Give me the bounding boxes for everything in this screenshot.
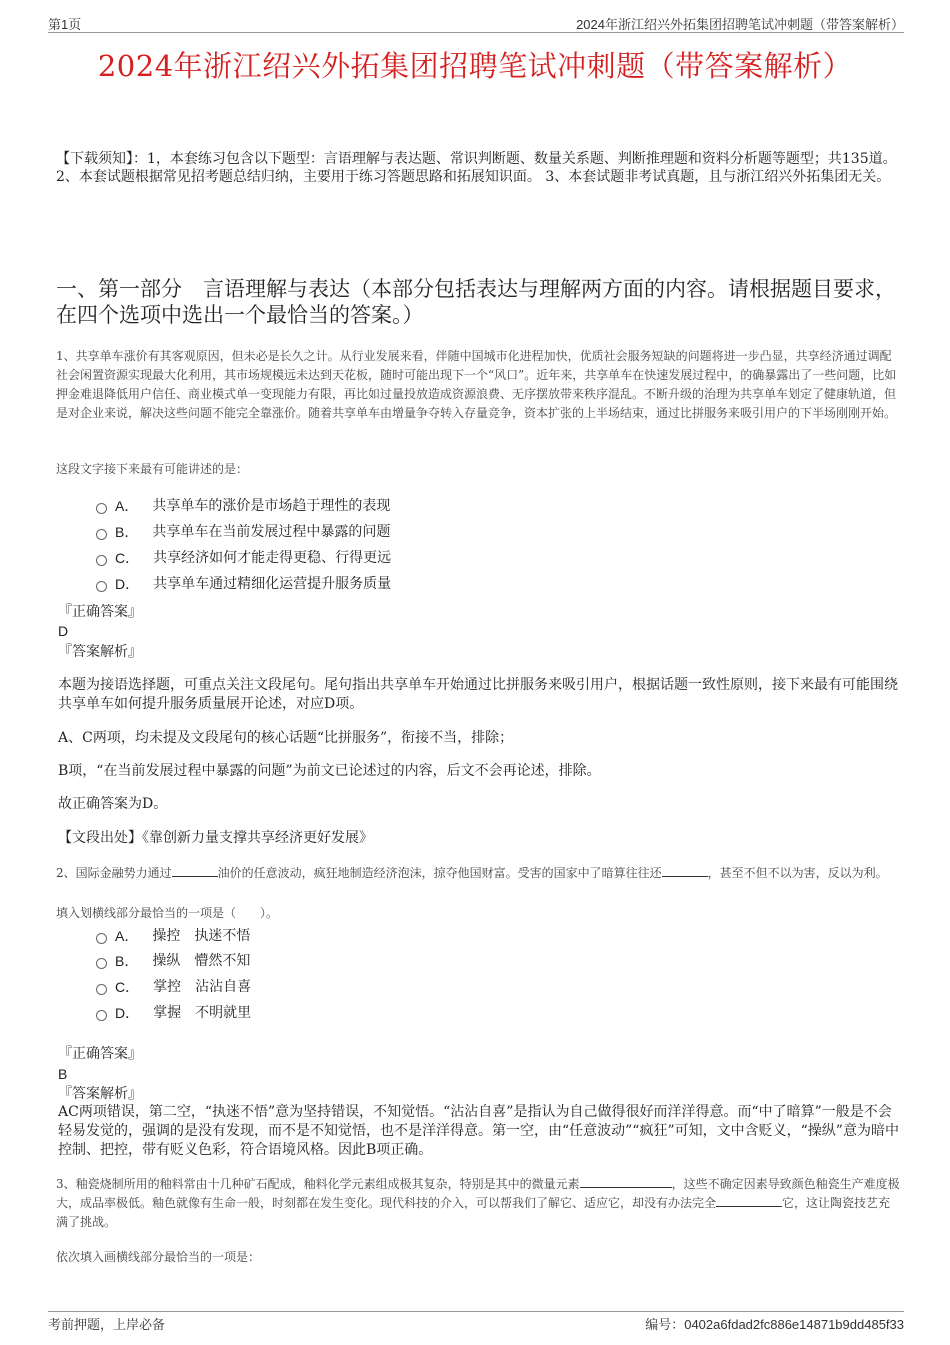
radio-icon[interactable] [96,581,107,592]
q1-option-a[interactable]: A． 共享单车的涨价是市场趋于理性的表现 [96,497,390,515]
radio-icon[interactable] [96,933,107,944]
radio-icon[interactable] [96,555,107,566]
q2-option-a[interactable]: A． 操控 执迷不悟 [96,927,250,945]
radio-icon[interactable] [96,958,107,969]
radio-icon[interactable] [96,503,107,514]
question-2-prompt: 填入划横线部分最恰当的一项是（ ）。 [56,906,279,920]
question-1-prompt: 这段文字接下来最有可能讲述的是： [56,462,249,476]
question-3-stem: 3、釉瓷烧制所用的釉料常由十几种矿石配成，釉料化学元素组成极其复杂，特别是其中的微量元素 ，这些不确定因素导致颜色釉瓷生产难度极大，成品率极低。釉色就像有生命一般，时刻都在发生变化。现代科技的介入，可以帮我们了解它、适应它，却没有办法完全 它，这让陶瓷技艺充满了挑战。 [56,1177,900,1229]
blank-line [172,864,218,877]
question-3-prompt: 依次填入画横线部分最恰当的一项是： [56,1250,261,1264]
blank-line [662,864,708,877]
document-code: 编号：0402a6fdad2fc886e14871b9dd485f33 [645,1317,904,1333]
q2-option-c[interactable]: C． 掌控 沾沾自喜 [96,978,251,996]
q2-analysis-label: 『答案解析』 [58,1086,142,1102]
q1-source: 【文段出处】《靠创新力量支撑共享经济更好发展》 [58,830,373,846]
running-header-title: 2024年浙江绍兴外拓集团招聘笔试冲刺题（带答案解析） [576,17,904,32]
radio-icon[interactable] [96,1010,107,1021]
radio-icon[interactable] [96,984,107,995]
footer-divider [48,1311,904,1312]
q2-answer: B [58,1066,68,1082]
q1-analysis-para-2: A、C两项，均未提及文段尾句的核心话题“比拼服务”，衔接不当，排除； [58,730,514,746]
download-notice: 【下载须知】：1，本套练习包含以下题型：言语理解与表达题、常识判断题、数量关系题、判断推理题和资料分析题等题型；共135道。 2、本套试题根据常见招考题总结归纳，主要用于练习答题思路和拓展知识面。 3、本套试题非考试真题，且与浙江绍兴外拓集团无关。 [56,151,897,185]
q1-option-b[interactable]: B． 共享单车在当前发展过程中暴露的问题 [96,523,390,541]
question-2-stem: 2、国际金融势力通过 油价的任意波动，疯狂地制造经济泡沫，掠夺他国财富。受害的国家中了暗算往往还 ，甚至不但不以为害，反以为利。 [56,866,888,880]
section-heading: 一、第一部分 言语理解与表达（本部分包括表达与理解两方面的内容。请根据题目要求，在四个选项中选出一个最恰当的答案。） [56,277,896,327]
blank-line [716,1194,782,1207]
q1-answer-label: 『正确答案』 [58,604,142,620]
blank-line [580,1175,672,1188]
q1-analysis-para-3: B项，“在当前发展过程中暴露的问题”为前文已论述过的内容，后文不会再论述，排除。 [58,763,601,779]
q1-option-c[interactable]: C． 共享经济如何才能走得更稳、行得更远 [96,549,391,567]
q2-option-d[interactable]: D． 掌握 不明就里 [96,1004,251,1022]
q1-analysis-para-1: 本题为接语选择题，可重点关注文段尾句。尾句指出共享单车开始通过比拼服务来吸引用户，根据话题一致性原则，接下来最有可能围绕共享单车如何提升服务质量展开论述，对应D项。 [58,677,898,712]
q1-analysis-para-4: 故正确答案为D。 [58,796,168,812]
page-number: 第1页 [48,17,82,32]
footer-slogan: 考前押题，上岸必备 [48,1318,166,1333]
q2-option-b[interactable]: B． 操纵 懵然不知 [96,952,250,970]
q1-option-d[interactable]: D． 共享单车通过精细化运营提升服务质量 [96,575,391,593]
page-title: 2024年浙江绍兴外拓集团招聘笔试冲刺题（带答案解析） [97,49,853,83]
header-divider [48,32,904,33]
radio-icon[interactable] [96,529,107,540]
question-1-stem: 1、共享单车涨价有其客观原因，但未必是长久之计。从行业发展来看，伴随中国城市化进程加快，优质社会服务短缺的问题将进一步凸显，共享经济通过调配社会闲置资源实现最大化利用，其市场规模远未达到天花板，随时可能出现下一个“风口”。近年来，共享单车在快速发展过程中，的确暴露出了一些问题，比如押金难退降低用户信任、商业模式单一变现能力有限，再比如过量投放造成资源浪费、无序摆放带来秩序混乱。不断升级的治理为共享单车划定了健康轨道，但是对企业来说，解决这些问题不能完全靠涨价。随着共享单车由增量争夺转入存量竞争，资本扩张的上半场结束，通过比拼服务来吸引用户的下半场刚刚开始。 [56,349,897,420]
q1-analysis-label: 『答案解析』 [58,644,142,660]
q1-answer: D [58,623,69,639]
q2-answer-label: 『正确答案』 [58,1046,142,1062]
q2-analysis: AC两项错误，第二空，“执迷不悟”意为坚持错误，不知觉悟。“沾沾自喜”是指认为自己做得很好而洋洋得意。而“中了暗算”一般是不会轻易发觉的，强调的是没有发现，而不是不知觉悟，也不是洋洋得意。第一空，由“任意波动”“疯狂”可知，文中含贬义，“操纵”意为暗中控制、把控，带有贬义色彩，符合语境风格。因此B项正确。 [58,1104,899,1158]
